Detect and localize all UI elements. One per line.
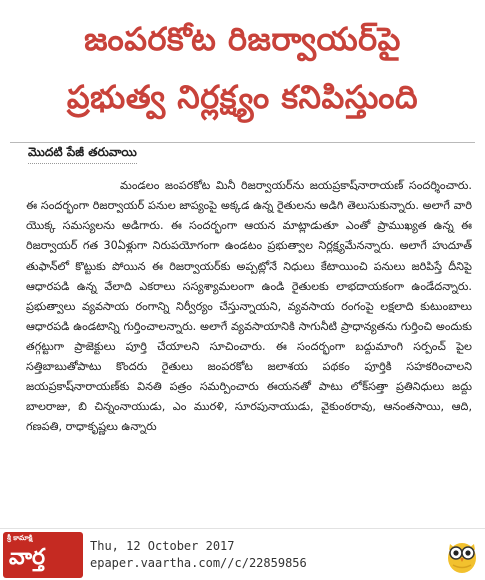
logo-tagline: శ్రీ కామాక్షి: [7, 534, 33, 542]
headline: [0, 0, 485, 126]
epaper-link[interactable]: epaper.vaartha.com//c/22859856: [90, 556, 307, 570]
headline-line-2: ప్రభుత్వ నిర్లక్ష్యం కనిపిస్తుంది: [66, 78, 419, 116]
article-body: మండలం జంపరకోట మినీ రిజర్వాయర్‌ను జయప్రకాష్‌నారాయణ్‌ సందర్శించారు. ఈ సందర్భంగా రిజర్వాయర్‌ పనుల జాప్యంపై అక్కడ ఉన్న రైతులను అడిగి తెలుసుకున్నారు. అలాగే వారి యొక్క సమస్యలను అడిగారు. ఈ సందర్భంగా ఆయన మాట్లాడుతూ ఎంతో ప్రాముఖ్యత ఉన్న ఈ రిజర్వాయర్‌ గత 30ఏళ్లుగా నిరుపయోగంగా ఉండటం ప్రభుత్వాల నిర్లక్ష్యమేనన్నారు. అలాగే హుదూత్‌ తుఫాన్‌లో కొట్టుకు పోయిన ఈ రిజర్వాయర్‌కు అప్పట్లోనే నిధులు కేటాయించి పనులు జరిపిస్తే దీనిపై ఆధారపడి ఉన్న వేలాది ఎకరాలు సస్యశ్యామలంగా ఉండి రైతులకు లాభదాయకంగా ఉండేదన్నారు. ప్రభుత్వాలు వ్యవసాయ రంగాన్ని నిర్వీర్యం చేస్తున్నాయని, వ్యవసాయ రంగంపై లక్షలాది కుటుంబాలు ఆధారపడి ఉండటాన్ని గుర్తించాలన్నారు. అలాగే వ్యవసాయానికి సాగునీటి ప్రాధాన్యతను గుర్తించి అందుకు తగ్గట్టుగా ప్రాజెక్టులు పూర్తి చేయాలని సూచించారు. ఈ సందర్భంగా బద్దుమాంగి సర్పంచ్‌ పైల సత్తిబాబుతోపాటు కొందరు రైతులు జంపరకోట జలాశయ పథకం పూర్తికి సహకరించాలని జయప్రకాష్‌నారాయణ్‌కు వినతి పత్రం సమర్పించారు ఈయనతో పాటు లోక్‌సత్తా ప్రతినిధులు జద్దు బాలరాజు, బి చిన్నంనాయుడు, ఎం మురళి, సూరపునాయుడు, వైకుంఠరావు, ఆనంతసాయి, ఆది, గణపతి, రాధాకృష్ణలు ఉన్నారు: [26, 179, 472, 434]
logo-wordmark: వార్త: [9, 544, 46, 570]
owl-icon: [445, 534, 479, 574]
publication-date: Thu, 12 October 2017: [90, 539, 235, 553]
headline-divider: [10, 142, 475, 143]
continuation-label: మొదటి పేజీ తరువాయి: [28, 145, 137, 164]
headline-line-1: జంపరకోట రిజర్వాయర్‌పై: [84, 20, 401, 58]
vaartha-logo: [3, 532, 83, 578]
